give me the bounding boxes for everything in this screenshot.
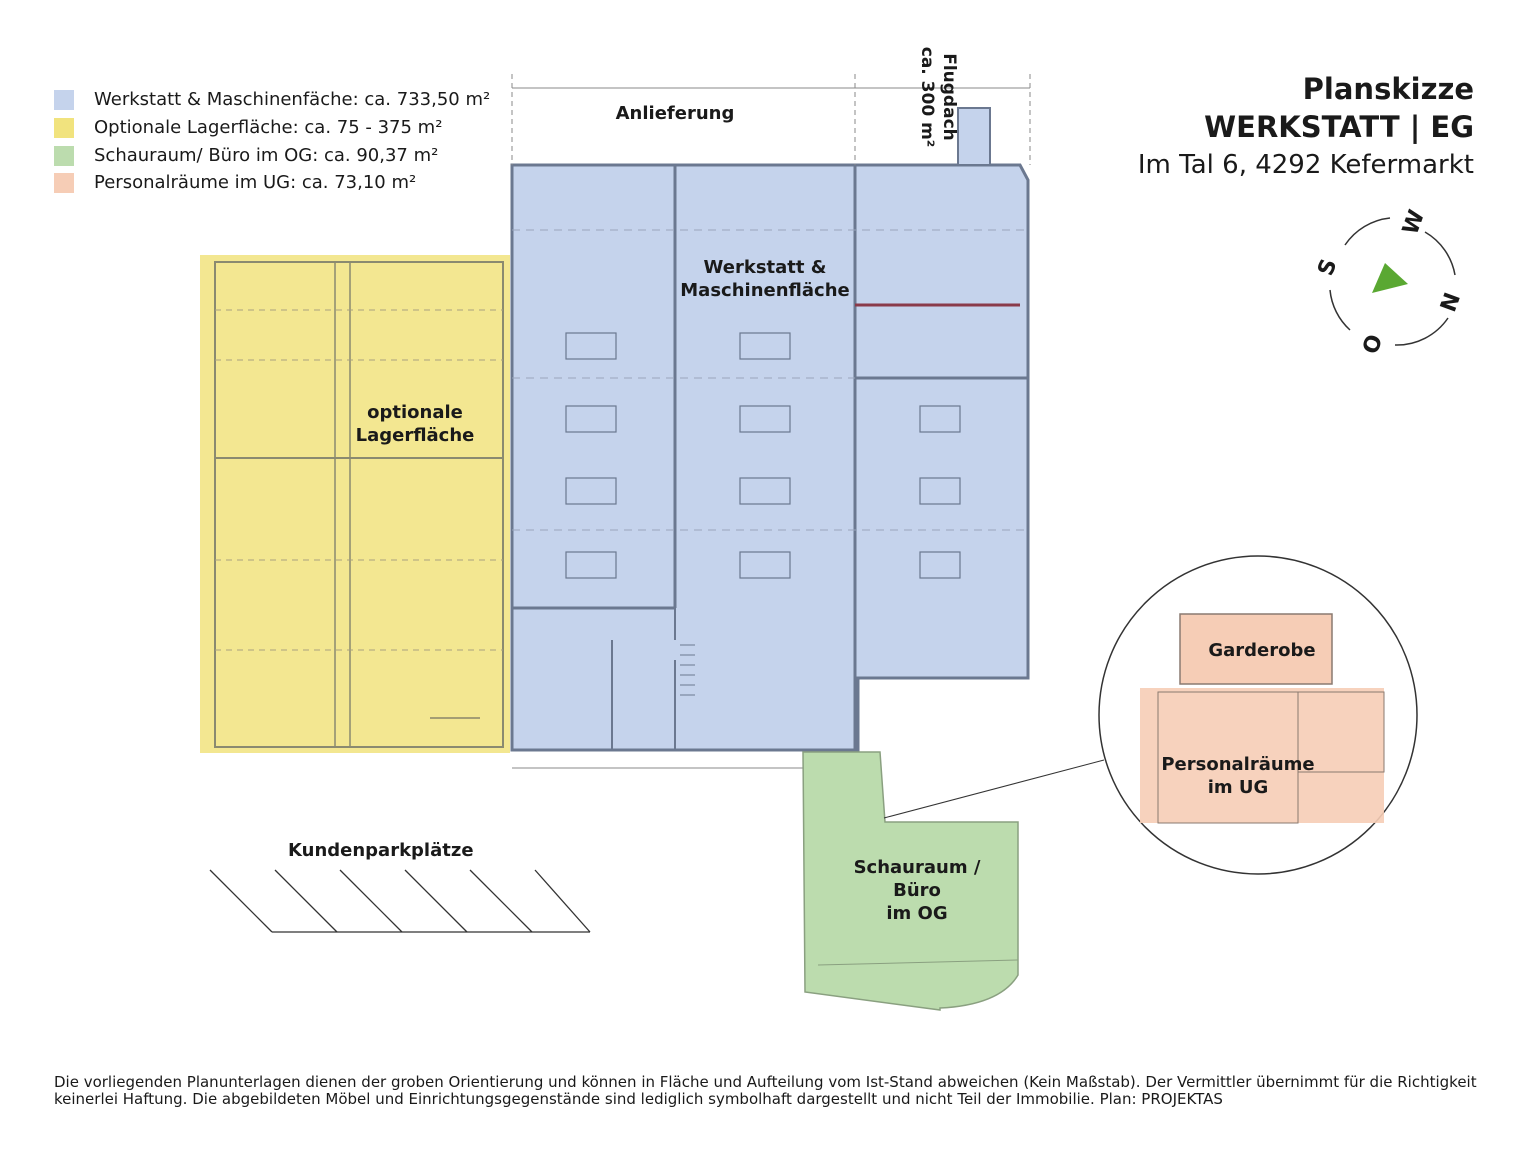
label-werkstatt-line2: Maschinenfläche xyxy=(680,280,850,301)
legend-label: Optionale Lagerfläche: ca. 75 - 375 m² xyxy=(94,117,443,138)
label-flugdach-line1: Flugdach xyxy=(939,53,959,141)
parking-lines xyxy=(210,870,590,932)
label-werkstatt-line1: Werkstatt & xyxy=(703,257,827,278)
legend-label: Schauraum/ Büro im OG: ca. 90,37 m² xyxy=(94,145,439,166)
label-schauraum-line2: im OG xyxy=(886,903,948,924)
label-personal xyxy=(1160,753,1316,799)
label-anlieferung: Anlieferung xyxy=(615,103,735,124)
legend-label: Personalräume im UG: ca. 73,10 m² xyxy=(94,172,417,193)
legend-label: Werkstatt & Maschinenfäche: ca. 733,50 m² xyxy=(94,89,491,110)
label-garderobe: Garderobe xyxy=(1208,640,1316,661)
label-lager xyxy=(340,401,490,447)
label-personal-line1: Personalräume xyxy=(1161,754,1315,775)
lager-area xyxy=(200,255,510,753)
compass-s: S xyxy=(1313,255,1343,280)
plan-subtitle: WERKSTATT | EG xyxy=(1204,110,1474,144)
compass-arrow-icon xyxy=(1372,263,1408,293)
label-lager-line1: optionale xyxy=(367,402,463,423)
label-personal-line2: im UG xyxy=(1207,777,1269,798)
plan-address: Im Tal 6, 4292 Kefermarkt xyxy=(1137,150,1474,180)
compass-n: N xyxy=(1436,289,1467,316)
plan-title: Planskizze xyxy=(1302,72,1474,106)
label-kundenparkplaetze: Kundenparkplätze xyxy=(288,840,474,861)
disclaimer: Die vorliegenden Planunterlagen dienen der groben Orientierung und können in Fläche und Aufteilung vom Ist-Stand abweichen (Kein Maßstab). Der Vermittler übernimmt für die Richtigkeit keinerlei Haftung. Die abgebildeten Möbel und Einrichtungsgegenstände sind lediglich symbolhaft dargestellt und nicht Teil der Immobilie. Plan: PROJEKTAS xyxy=(54,1073,1477,1108)
label-schauraum-line1: Schauraum / Büro xyxy=(853,857,981,901)
werkstatt-area xyxy=(512,108,1028,750)
compass-w: W xyxy=(1398,206,1431,239)
compass-o: O xyxy=(1358,331,1389,358)
label-flugdach xyxy=(910,37,960,157)
label-schauraum xyxy=(828,856,1006,925)
compass xyxy=(1330,218,1455,345)
label-lager-line2: Lagerfläche xyxy=(355,425,475,446)
label-werkstatt xyxy=(680,256,850,302)
label-flugdach-line2: ca. 300 m² xyxy=(917,46,937,148)
